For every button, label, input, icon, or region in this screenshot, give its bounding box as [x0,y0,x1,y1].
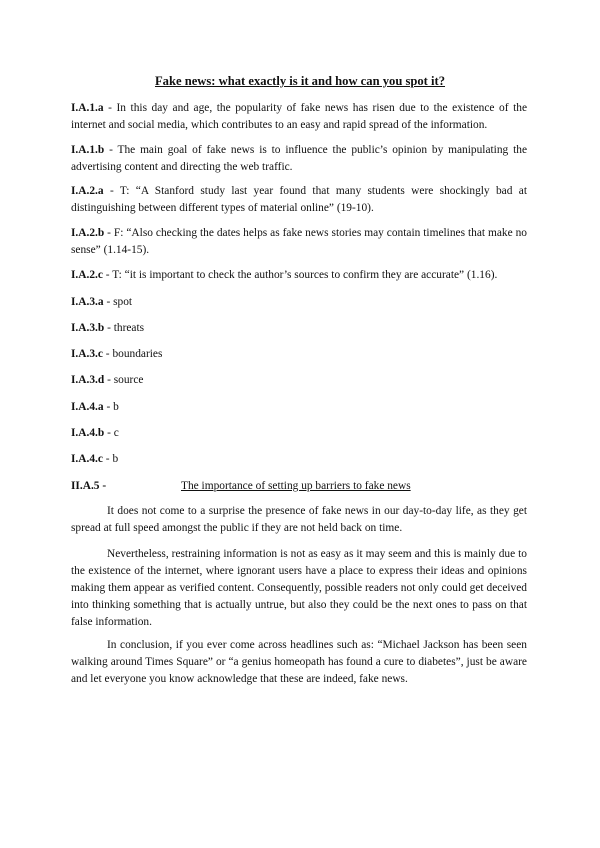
document-title: Fake news: what exactly is it and how can you spot it? [154,74,446,88]
entry-text: - source [104,374,144,386]
entry-text: - T: “A Stanford study last year found that many students were shockingly bad at distinguishing between different types of material online” (19-10). [71,185,527,214]
entry-label: I.A.3.a [71,296,104,308]
section-label: II.A.5 - [71,480,107,492]
entry-text: - F: “Also checking the dates helps as fake news stories may contain timelines that make no sense” (1.14-15). [71,227,527,256]
entry-label: I.A.4.a [71,401,104,413]
entry-text: - threats [104,322,145,334]
entry-text: - spot [103,296,133,308]
entry-text: - b [103,401,119,413]
entry-label: I.A.2.a [71,185,104,197]
entry-text: - In this day and age, the popularity of fake news has risen due to the existence of the internet and social media, which contributes to an easy and rapid spread of the information. [71,102,527,131]
entry-ia4c [71,451,527,468]
entry-ia4b [71,425,527,442]
entry-label: I.A.1.a [71,102,104,114]
entry-text: - The main goal of fake news is to influence the public’s opinion by manipulating the advertising content and directing the web traffic. [71,144,527,173]
entry-label: I.A.3.c [71,348,103,360]
essay-paragraph-1: It does not come to a surprise the presence of fake news in our day-to-day life, as they get spread at full speed amongst the public if they are not held back on time. [71,505,527,534]
entry-label: I.A.2.b [71,227,105,239]
entry-label: I.A.2.c [71,269,103,281]
entry-ia2c [71,267,527,284]
entry-ia3a [71,294,527,311]
entry-label: I.A.4.c [71,453,103,465]
entry-ia3c [71,346,527,363]
entry-text: - b [102,453,119,465]
essay-paragraph-3: In conclusion, if you ever come across headlines such as: “Michael Jackson has been seen walking around Times Square” or “a genius homeopath has found a cure to diabetes”, just be aware and let everyone you know acknowledge that these are indeed, fake news. [71,639,527,685]
essay-paragraph-2: Nevertheless, restraining information is not as easy as it may seem and this is mainly due to the existence of the internet, where ignorant users have a place to express their ideas and opinions making them appear as verified content. Consequently, possible readers not only could get deceived into thinking something that is actually untrue, but also they could be the next ones to pass on that false information. [71,548,527,628]
entry-text: - c [104,427,119,439]
entry-ia4a [71,399,527,416]
entry-ia1a [71,100,527,134]
entry-label: I.A.1.b [71,144,105,156]
section-heading-row [71,478,527,495]
entry-text: - T: “it is important to check the author’s sources to confirm they are accurate” (1.16). [102,269,498,281]
entry-ia3d [71,372,527,389]
section-heading: The importance of setting up barriers to fake news [181,480,411,492]
entry-ia3b [71,320,527,337]
entry-ia2a [71,183,527,217]
entry-text: - boundaries [102,348,163,360]
entry-label: I.A.4.b [71,427,105,439]
entry-label: I.A.3.b [71,322,105,334]
entry-label: I.A.3.d [71,374,105,386]
entry-ia1b [71,142,527,176]
entry-ia2b [71,225,527,259]
